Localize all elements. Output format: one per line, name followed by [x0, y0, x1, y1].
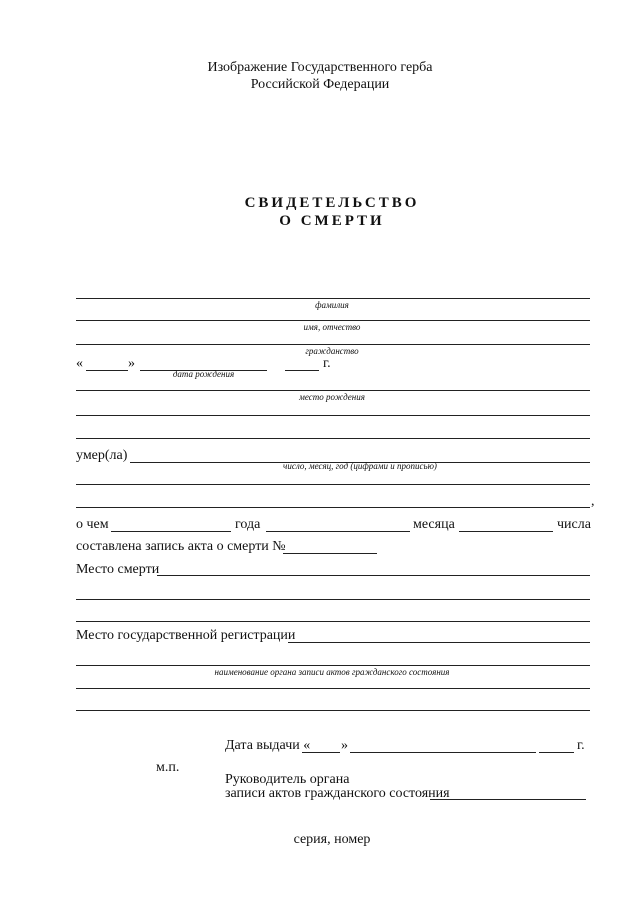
month-label: месяца [413, 517, 455, 532]
birth-year-line[interactable] [285, 370, 319, 371]
surname-line[interactable] [76, 298, 590, 299]
record-month-line[interactable] [459, 531, 553, 532]
died-date-line-2[interactable] [76, 484, 590, 485]
emblem-placeholder-line2: Российской Федерации [250, 77, 390, 92]
registration-line-4[interactable] [76, 710, 590, 711]
name-caption: имя, отчество [303, 322, 361, 332]
issue-year-suffix: г. [577, 738, 585, 753]
seal-label: м.п. [156, 760, 180, 775]
citizenship-caption: гражданство [305, 346, 359, 356]
issue-quote-close: » [341, 738, 348, 753]
issue-day-line[interactable] [302, 752, 340, 753]
document-title-line2: О СМЕРТИ [279, 213, 385, 229]
birthplace-caption: место рождения [299, 392, 365, 402]
birth-quote-open: « [76, 356, 83, 371]
registration-caption: наименование органа записи актов гражданского состояния [214, 667, 450, 677]
birth-quote-close: » [128, 356, 135, 371]
year-label: года [235, 517, 261, 532]
birthplace-line-2[interactable] [76, 415, 590, 416]
birth-day-line[interactable] [86, 370, 128, 371]
emblem-placeholder-line1: Изображение Государственного герба [207, 60, 433, 75]
died-comma: , [591, 494, 595, 509]
series-number-label: серия, номер [293, 832, 371, 847]
document-title-line1: СВИДЕТЕЛЬСТВО [244, 195, 420, 211]
citizenship-line[interactable] [76, 344, 590, 345]
death-place-line-2[interactable] [76, 599, 590, 600]
record-day-line[interactable] [111, 531, 231, 532]
issue-month-line[interactable] [350, 752, 536, 753]
death-place-line-3[interactable] [76, 621, 590, 622]
name-line[interactable] [76, 320, 590, 321]
head-title-line1: Руководитель органа [225, 772, 350, 787]
died-label: умер(ла) [76, 448, 128, 463]
record-number-line[interactable] [283, 553, 377, 554]
record-year-line[interactable] [266, 531, 410, 532]
died-date-line-3[interactable] [76, 507, 590, 508]
death-place-line-1[interactable] [157, 575, 590, 576]
surname-caption: фамилия [315, 300, 349, 310]
birthdate-caption: дата рождения [172, 369, 235, 379]
head-signature-line[interactable] [430, 799, 586, 800]
about-label: о чем [76, 517, 109, 532]
head-title-line2: записи актов гражданского состояния [225, 786, 450, 801]
day-label: числа [557, 517, 591, 532]
registration-line-2[interactable] [76, 665, 590, 666]
registration-label: Место государственной регистрации [76, 628, 296, 643]
birthplace-line-1[interactable] [76, 390, 590, 391]
birth-year-suffix: г. [323, 356, 331, 371]
died-date-caption: число, месяц, год (цифрами и прописью) [283, 461, 437, 471]
registration-line-3[interactable] [76, 688, 590, 689]
issue-date-label: Дата выдачи « [225, 738, 311, 753]
issue-year-line[interactable] [539, 752, 574, 753]
death-place-label: Место смерти [76, 562, 160, 577]
birthplace-line-3[interactable] [76, 438, 590, 439]
record-number-label: составлена запись акта о смерти № [76, 539, 286, 554]
registration-line-1[interactable] [288, 642, 590, 643]
